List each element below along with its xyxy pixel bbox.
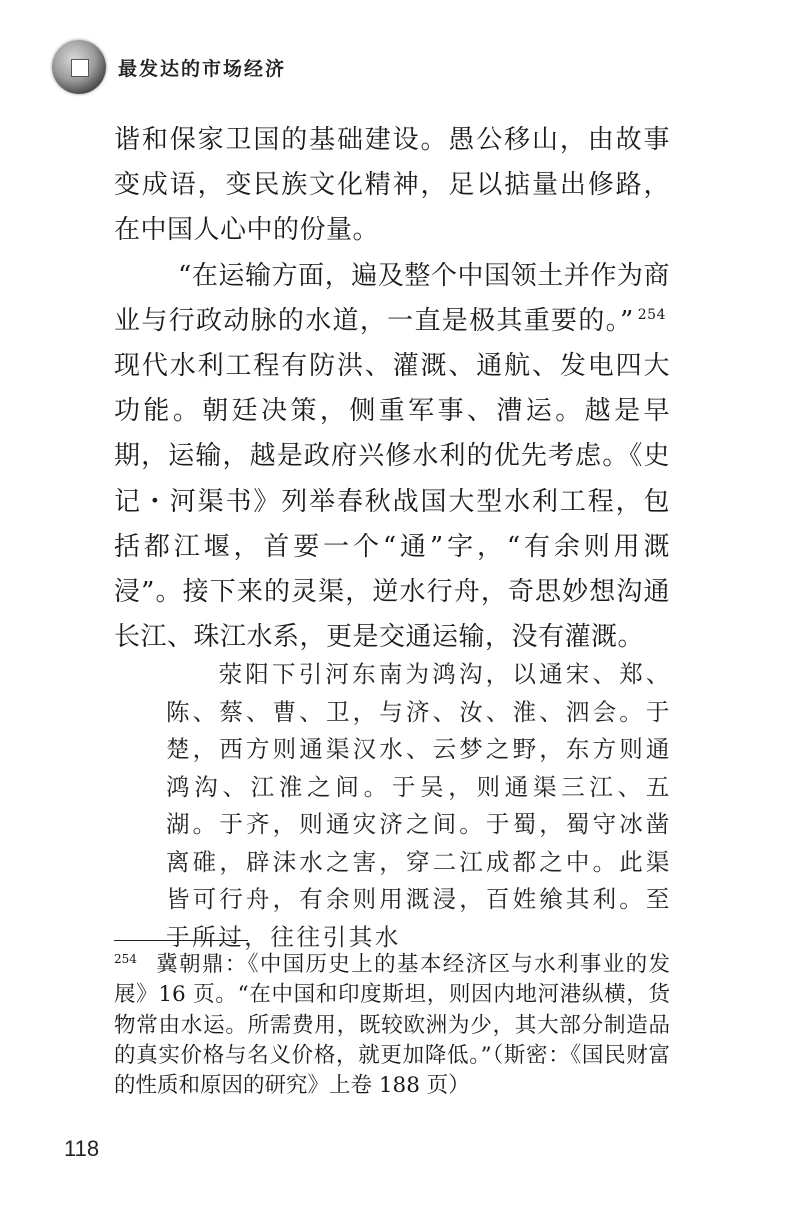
coin-icon (52, 40, 106, 94)
footnote-number: 254 (114, 951, 137, 966)
footnote-divider (114, 940, 248, 941)
running-header-title: 最发达的市场经济 (118, 58, 287, 80)
running-header (52, 36, 732, 100)
footnote (114, 950, 670, 1101)
block-quote-text: 荥阳下引河东南为鸿沟，以通宋、郑、陈、蔡、曹、卫，与济、汝、淮、泗会。于楚，西方则通渠汉水、云梦之野，东方则通鸿沟、江淮之间。于吴，则通渠三江、五湖。于齐，则通灾济之间。于蜀，蜀守冰凿离碓，辟沫水之害，穿二江成都之中。此渠皆可行舟，有余则用溉浸，百姓飨其利。至于所过，往往引其水 (166, 660, 672, 951)
block-quote (166, 656, 672, 956)
main-text (114, 118, 670, 660)
paragraph-2-rest: 现代水利工程有防洪、灌溉、通航、发电四大功能。朝廷决策，侧重军事、漕运。越是早期，运输，越是政府兴修水利的优先考虑。《史记・河渠书》列举春秋战国大型水利工程，包括都江堰，首要一个“通”字，“有余则用溉浸”。接下来的灵渠，逆水行舟，奇思妙想沟通长江、珠江水系，更是交通运输，没有灌溉。 (114, 351, 670, 653)
footnote-text: 冀朝鼎：《中国历史上的基本经济区与水利事业的发展》16 页。“在中国和印度斯坦，则因内地河港纵横，货物常由水运。所需费用，既较欧洲为少，其大部分制造品的真实价格与名义价格，就更加降低。”（斯密：《国民财富的性质和原因的研究》上卷 188 页） (114, 952, 670, 1099)
page-number: 118 (64, 1136, 100, 1161)
footnote-ref[interactable]: 254 (637, 307, 666, 324)
paragraph-2-quote: “在运输方面，遍及整个中国领土并作为商业与行政动脉的水道，一直是极其重要的。” (114, 260, 670, 336)
paragraph-2 (114, 254, 670, 661)
paragraph-1: 谐和保家卫国的基础建设。愚公移山，由故事变成语，变民族文化精神，足以掂量出修路，在中国人心中的份量。 (114, 125, 670, 246)
coin-square-hole (71, 59, 89, 77)
